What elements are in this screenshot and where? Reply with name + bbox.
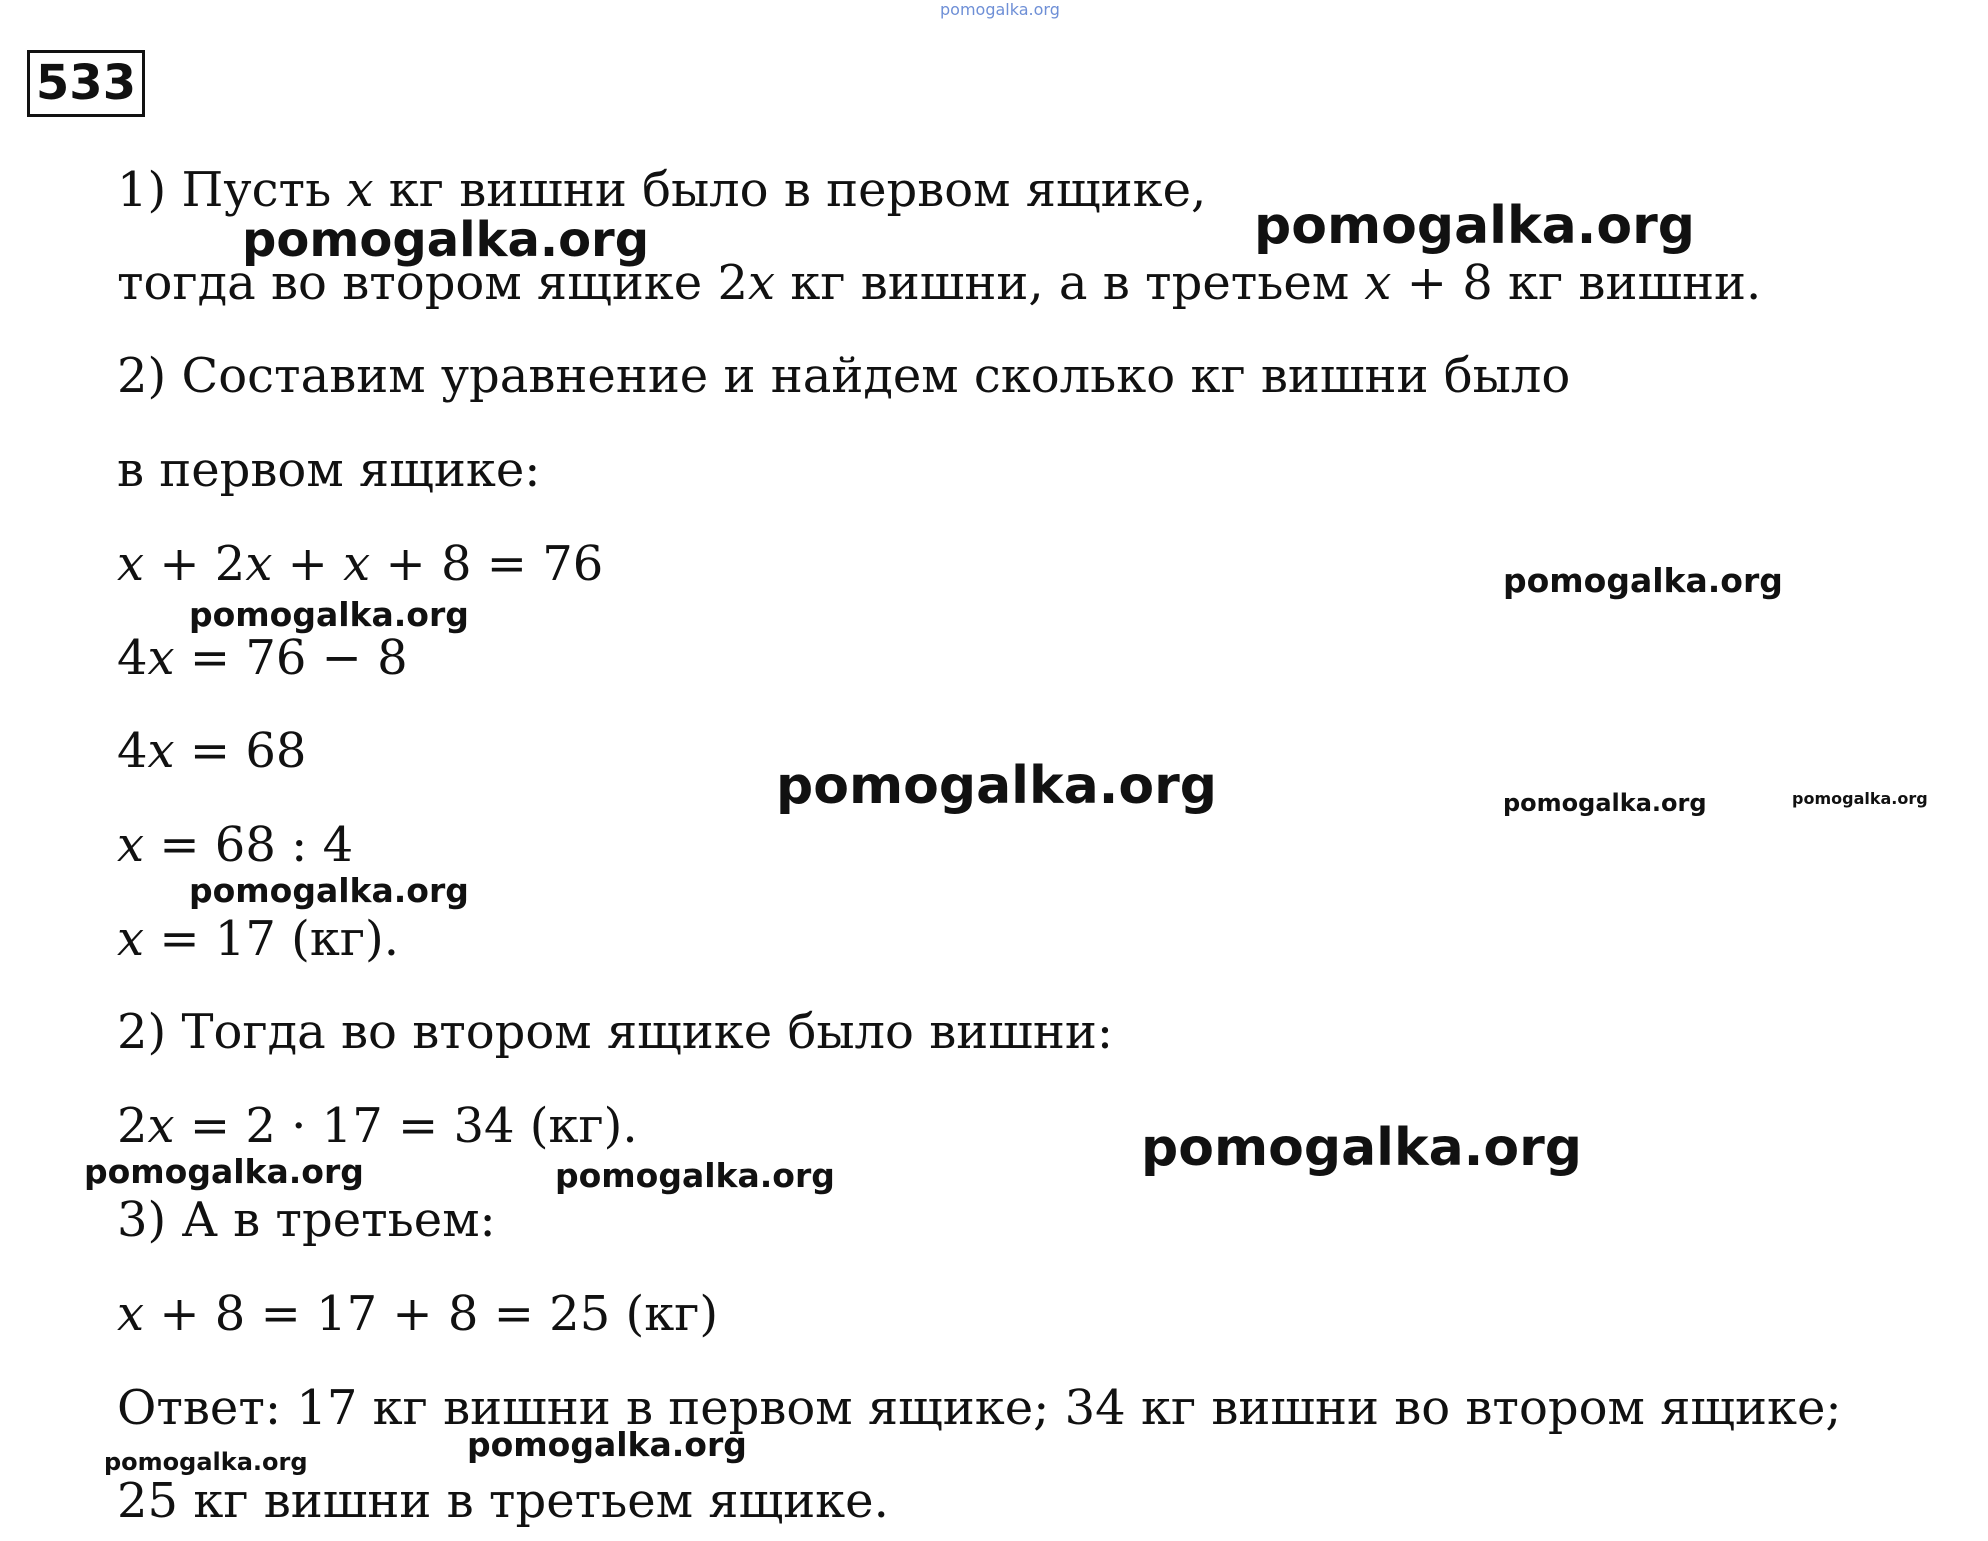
watermark-5: pomogalka.org — [776, 756, 1218, 816]
answer-line-2: 25 кг вишни в третьем ящике. — [117, 1473, 889, 1529]
answer-line-1: Ответ: 17 кг вишни в первом ящике; 34 кг вишни во втором ящике; — [117, 1380, 1842, 1436]
problem-number-box: 533 — [27, 50, 145, 117]
watermark-11: pomogalka.org — [555, 1156, 835, 1195]
watermark-13: pomogalka.org — [104, 1448, 308, 1476]
watermark-6: pomogalka.org — [1503, 789, 1707, 817]
solution-line-4: в первом ящике: — [117, 442, 541, 498]
solution-line-3: 2) Составим уравнение и найдем сколько кг вишни было — [117, 348, 1571, 404]
solution-line-step2: 2) Тогда во втором ящике было вишни: — [117, 1004, 1113, 1060]
solution-line-2: тогда во втором ящике 2𝑥 кг вишни, а в третьем 𝑥 + 8 кг вишни. — [117, 255, 1762, 311]
watermark-7: pomogalka.org — [1792, 789, 1928, 808]
equation-5: 𝑥 = 17 (кг). — [117, 911, 399, 967]
solution-line-1: 1) Пусть 𝑥 кг вишни было в первом ящике, — [117, 162, 1207, 218]
equation-4: 𝑥 = 68 : 4 — [117, 817, 354, 873]
equation-6: 2𝑥 = 2 · 17 = 34 (кг). — [117, 1098, 638, 1154]
watermark-4: pomogalka.org — [189, 595, 469, 634]
solution-line-step3: 3) А в третьем: — [117, 1192, 496, 1248]
equation-3: 4𝑥 = 68 — [117, 723, 307, 779]
watermark-top: pomogalka.org — [940, 0, 1060, 19]
equation-2: 4𝑥 = 76 − 8 — [117, 630, 408, 686]
watermark-10: pomogalka.org — [84, 1152, 364, 1191]
watermark-1: pomogalka.org — [242, 212, 650, 268]
watermark-3: pomogalka.org — [1503, 561, 1783, 600]
equation-7: 𝑥 + 8 = 17 + 8 = 25 (кг) — [117, 1286, 719, 1342]
equation-1: 𝑥 + 2𝑥 + 𝑥 + 8 = 76 — [117, 536, 604, 592]
watermark-2: pomogalka.org — [1254, 196, 1696, 256]
watermark-12: pomogalka.org — [467, 1425, 747, 1464]
watermark-8: pomogalka.org — [189, 871, 469, 910]
watermark-9: pomogalka.org — [1141, 1118, 1583, 1178]
